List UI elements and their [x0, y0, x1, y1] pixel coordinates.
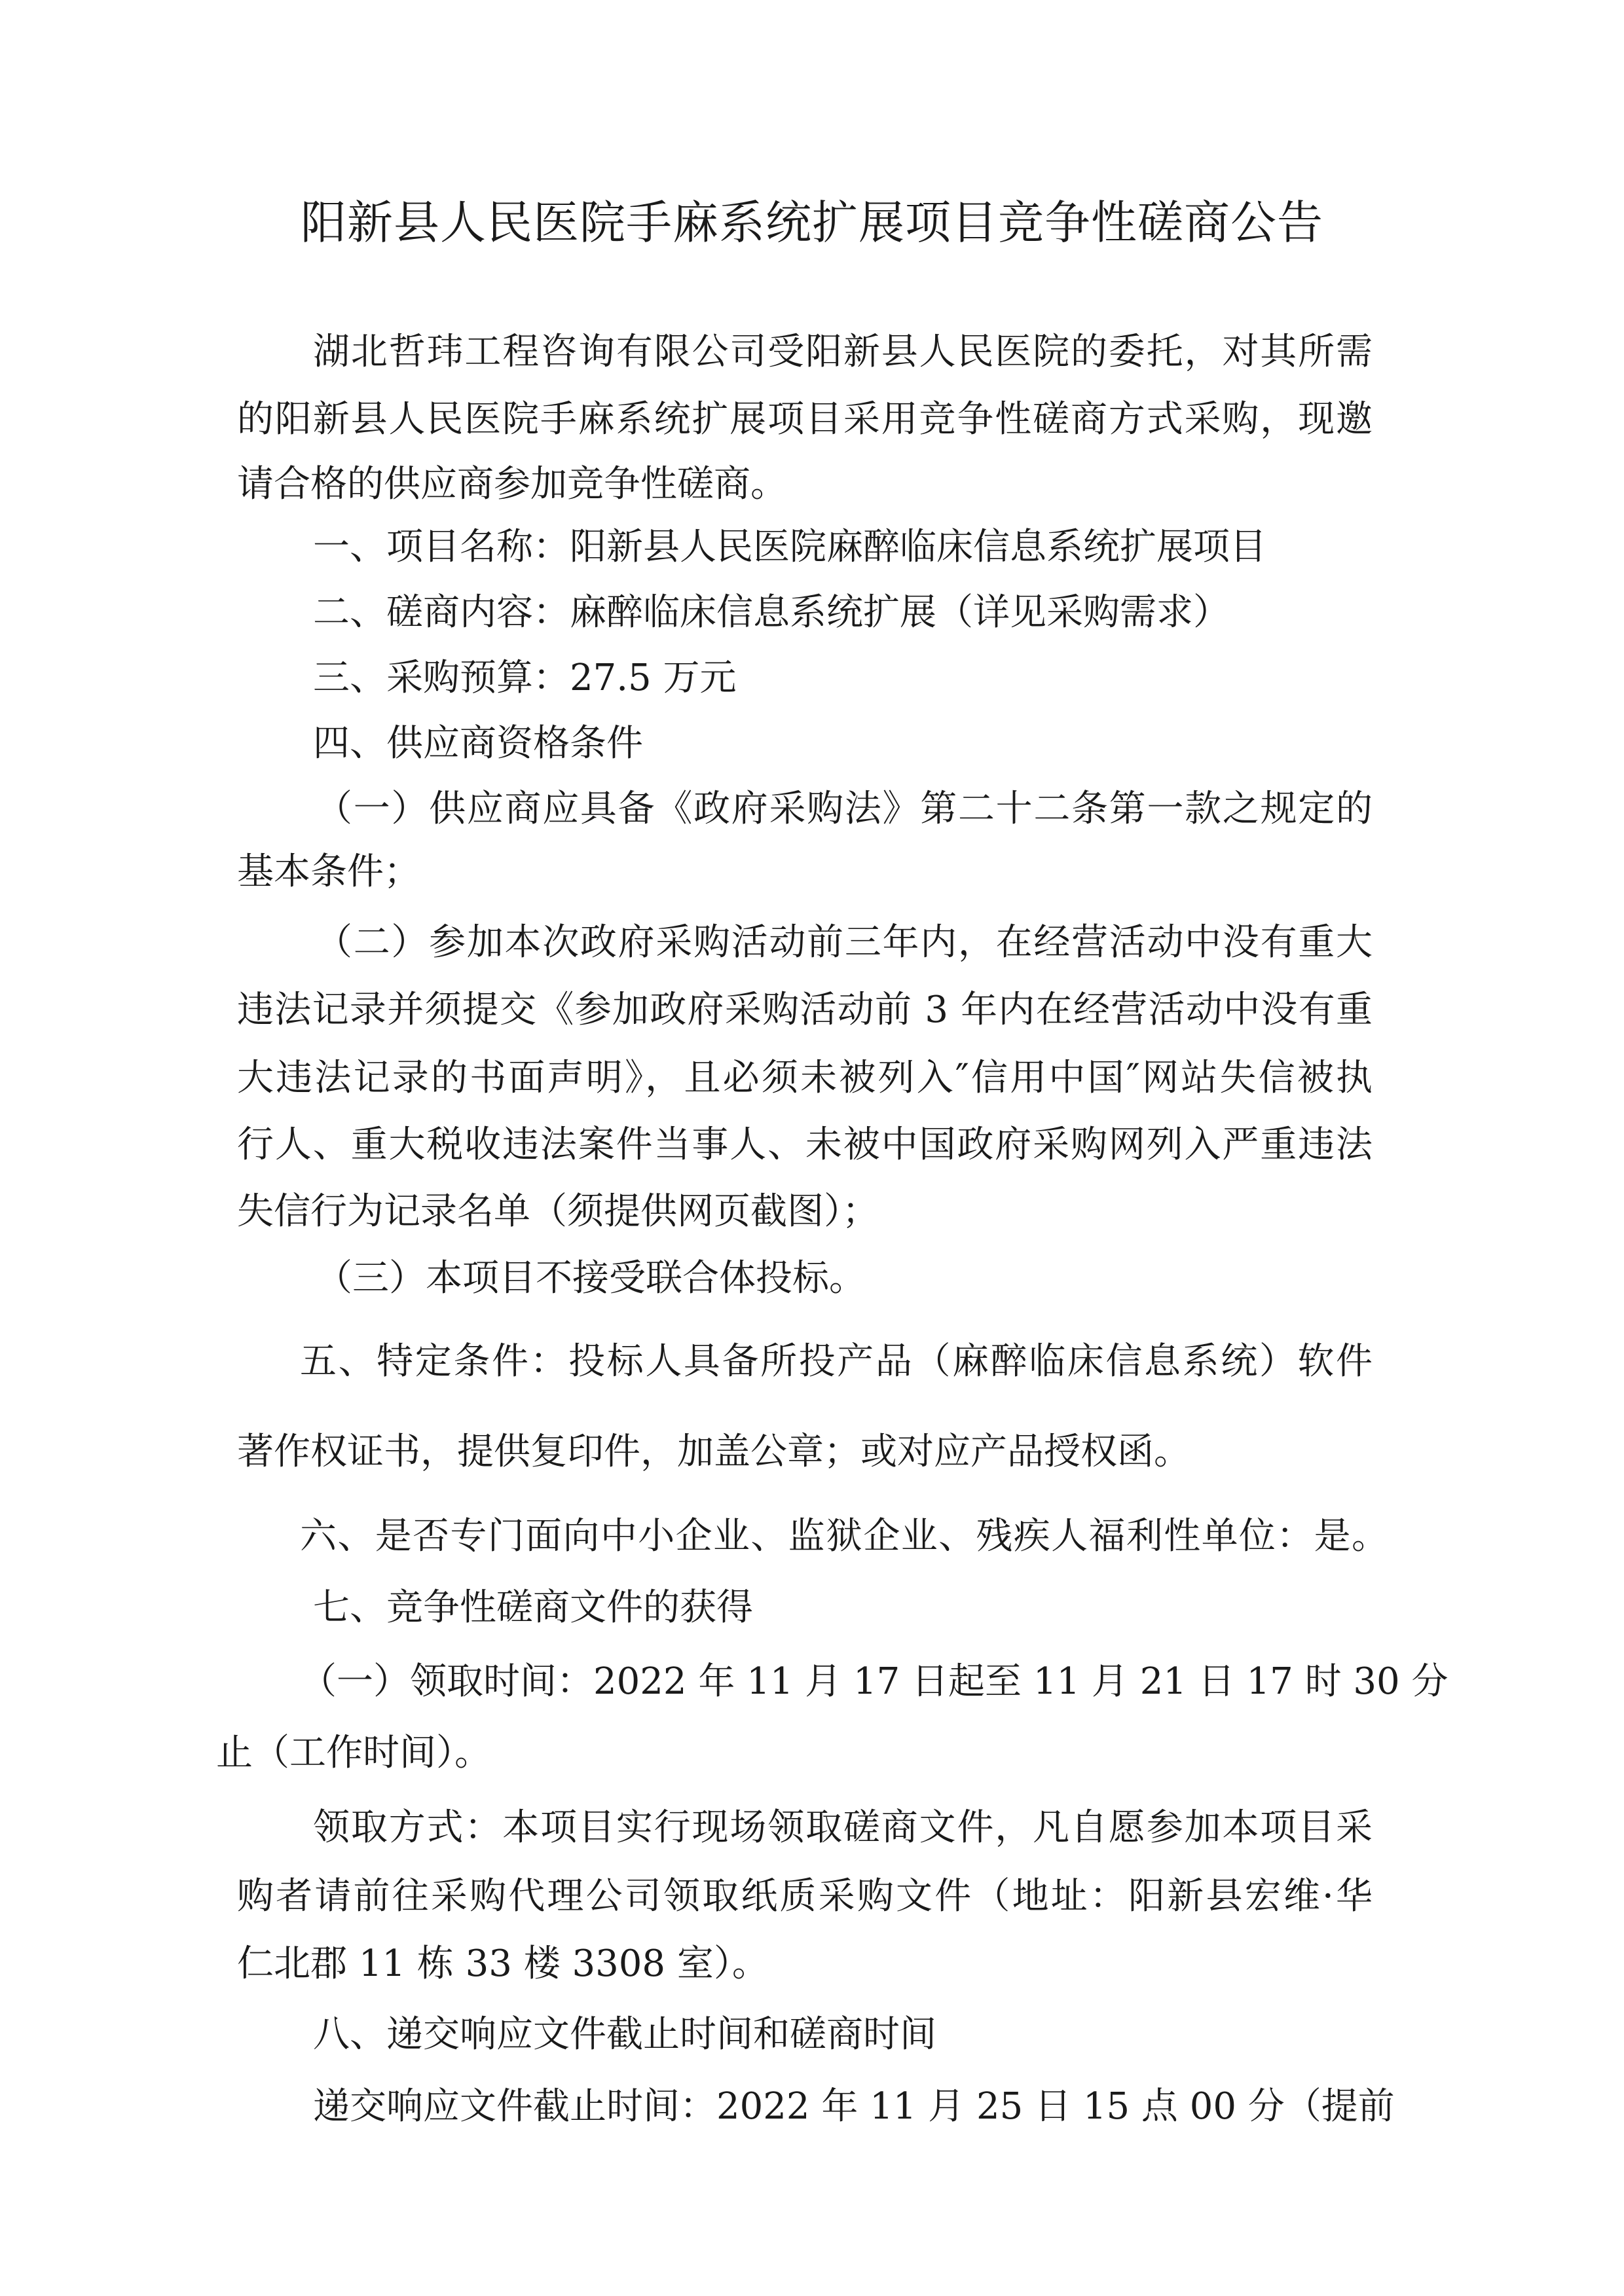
section-heading: 八、递交响应文件截止时间和磋商时间 [313, 2013, 936, 2056]
paragraph-line: 领取方式：本项目实行现场领取磋商文件，凡自愿参加本项目采 [313, 1806, 1373, 1849]
paragraph-line: 行人、重大税收违法案件当事人、未被中国政府采购网列入严重违法 [237, 1123, 1373, 1166]
section-heading: 一、项目名称：阳新县人民医院麻醉临床信息系统扩展项目 [313, 526, 1266, 568]
section-heading: 六、是否专门面向中小企业、监狱企业、残疾人福利性单位：是。 [300, 1515, 1388, 1558]
paragraph-line: 仁北郡 11 栋 33 楼 3308 室）。 [237, 1942, 769, 1985]
section-heading: 五、特定条件：投标人具备所投产品（麻醉临床信息系统）软件 [300, 1340, 1373, 1383]
document-title: 阳新县人民医院手麻系统扩展项目竞争性磋商公告 [301, 196, 1323, 249]
paragraph-line: 违法记录并须提交《参加政府采购活动前 3 年内在经营活动中没有重 [237, 989, 1373, 1031]
paragraph-line: （三）本项目不接受联合体投标。 [316, 1257, 866, 1300]
paragraph-line: 请合格的供应商参加竞争性磋商。 [237, 463, 787, 505]
paragraph-line: 失信行为记录名单（须提供网页截图）； [237, 1190, 879, 1233]
paragraph-line: 湖北哲玮工程咨询有限公司受阳新县人民医院的委托，对其所需 [313, 331, 1373, 373]
section-heading: 七、竞争性磋商文件的获得 [313, 1586, 753, 1629]
paragraph-line: 购者请前往采购代理公司领取纸质采购文件（地址：阳新县宏维·华 [237, 1875, 1373, 1918]
paragraph-line: （一）领取时间：2022 年 11 月 17 日起至 11 月 21 日 17 时 30 分 [300, 1660, 1449, 1703]
paragraph-line: 止（工作时间）。 [216, 1732, 491, 1774]
paragraph-line: 著作权证书，提供复印件，加盖公章；或对应产品授权函。 [237, 1430, 1190, 1473]
paragraph-line: 递交响应文件截止时间：2022 年 11 月 25 日 15 点 00 分（提前 [313, 2085, 1395, 2128]
section-heading: 二、磋商内容：麻醉临床信息系统扩展（详见采购需求） [313, 591, 1230, 634]
section-heading: 四、供应商资格条件 [313, 722, 643, 765]
paragraph-line: 的阳新县人民医院手麻系统扩展项目采用竞争性磋商方式采购，现邀 [237, 398, 1373, 441]
section-heading: 三、采购预算：27.5 万元 [313, 657, 737, 699]
paragraph-line: （一）供应商应具备《政府采购法》第二十二条第一款之规定的 [316, 788, 1373, 830]
paragraph-line: 基本条件； [237, 850, 420, 893]
paragraph-line: 大违法记录的书面声明》，且必须未被列入″信用中国″网站失信被执 [237, 1057, 1373, 1099]
paragraph-line: （二）参加本次政府采购活动前三年内，在经营活动中没有重大 [316, 921, 1373, 964]
